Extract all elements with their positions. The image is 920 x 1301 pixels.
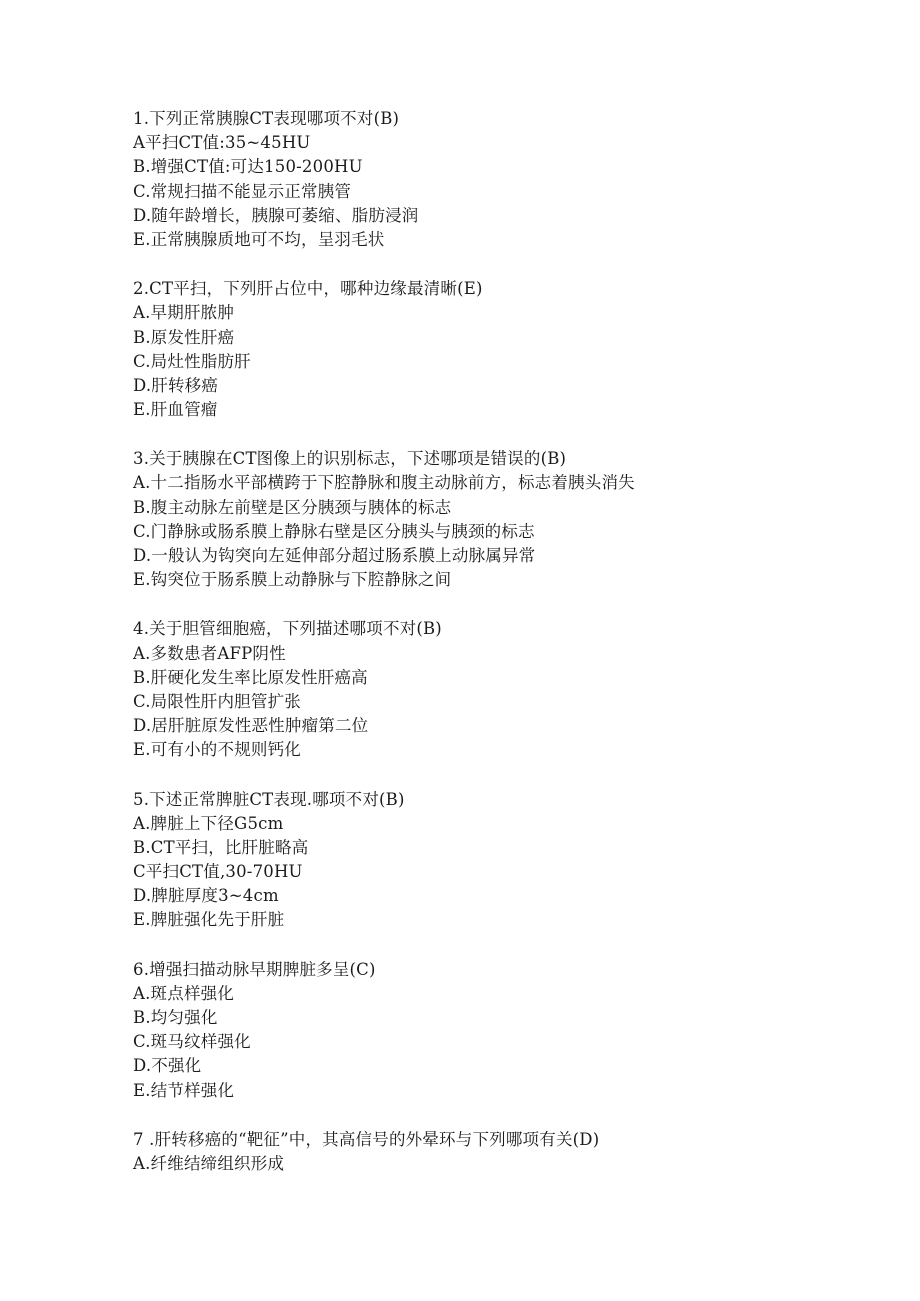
option-d: D.随年龄增长，胰腺可萎缩、脂肪浸润 bbox=[133, 205, 419, 225]
question-stem: 6.增强扫描动脉早期脾脏多呈(C) bbox=[133, 959, 376, 979]
option-list bbox=[133, 471, 893, 592]
option-e: E.可有小的不规则钙化 bbox=[133, 740, 301, 760]
option-e: E.钩突位于肠系膜上动静脉与下腔静脉之间 bbox=[133, 570, 452, 590]
question-1 bbox=[133, 107, 893, 252]
option-b: B.均匀强化 bbox=[133, 1008, 218, 1027]
question-stem: 1.下列正常胰腺CT表现哪项不对(B) bbox=[133, 109, 400, 128]
option-d: D.一般认为钩突向左延伸部分超过肠系膜上动脉属异常 bbox=[133, 546, 536, 565]
option-b: B.CT平扫，比肝脏略高 bbox=[133, 837, 309, 857]
question-list bbox=[133, 107, 893, 1201]
option-e: E.正常胰腺质地可不均，呈羽毛状 bbox=[133, 229, 385, 249]
option-e: E.肝血管瘤 bbox=[133, 400, 218, 420]
question-stem: 3.关于胰腺在CT图像上的识别标志，下述哪项是错误的(B) bbox=[133, 449, 567, 469]
option-b: B.增强CT值:可达150-200HU bbox=[133, 157, 363, 177]
question-stem: 4.关于胆管细胞癌，下列描述哪项不对(B) bbox=[133, 619, 442, 639]
option-list bbox=[133, 642, 893, 763]
option-list bbox=[133, 982, 893, 1103]
option-c: C平扫CT值,30-70HU bbox=[133, 862, 303, 882]
option-c: C.局灶性脂肪肝 bbox=[133, 351, 251, 371]
option-d: D.脾脏厚度3~4cm bbox=[133, 886, 279, 906]
option-a: A.纤维结缔组织形成 bbox=[133, 1153, 285, 1173]
option-a: A.十二指肠水平部横跨于下腔静脉和腹主动脉前方，标志着胰头消失 bbox=[133, 473, 635, 493]
option-c: C.常规扫描不能显示正常胰管 bbox=[133, 181, 352, 201]
option-a: A.早期肝脓肿 bbox=[133, 303, 235, 323]
option-list bbox=[133, 301, 893, 422]
question-2 bbox=[133, 277, 893, 422]
question-stem: 7 .肝转移癌的“靶征”中，其高信号的外晕环与下列哪项有关(D) bbox=[133, 1129, 600, 1149]
option-d: D.不强化 bbox=[133, 1056, 202, 1076]
option-list bbox=[133, 1152, 893, 1176]
option-d: D.居肝脏原发性恶性肿瘤第二位 bbox=[133, 716, 369, 736]
question-3 bbox=[133, 447, 893, 592]
option-a: A.多数患者AFP阴性 bbox=[133, 643, 286, 663]
option-a: A.斑点样强化 bbox=[133, 983, 235, 1003]
option-d: D.肝转移癌 bbox=[133, 375, 219, 395]
option-c: C.局限性肝内胆管扩张 bbox=[133, 691, 301, 711]
option-b: B.原发性肝癌 bbox=[133, 327, 235, 347]
option-a: A平扫CT值:35~45HU bbox=[133, 133, 311, 153]
option-list bbox=[133, 131, 893, 252]
question-stem: 2.CT平扫，下列肝占位中，哪种边缘最清晰(E) bbox=[133, 279, 483, 299]
option-a: A.脾脏上下径G5cm bbox=[133, 813, 284, 833]
question-4 bbox=[133, 617, 893, 762]
option-list bbox=[133, 812, 893, 933]
question-5 bbox=[133, 788, 893, 933]
option-c: C.门静脉或肠系膜上静脉右壁是区分胰头与胰颈的标志 bbox=[133, 521, 535, 541]
option-e: E.结节样强化 bbox=[133, 1080, 235, 1100]
question-6 bbox=[133, 958, 893, 1103]
option-b: B.肝硬化发生率比原发性肝癌高 bbox=[133, 667, 368, 687]
option-c: C.斑马纹样强化 bbox=[133, 1032, 251, 1052]
question-7 bbox=[133, 1128, 893, 1176]
question-stem: 5.下述正常脾脏CT表现.哪项不对(B) bbox=[133, 789, 405, 809]
option-e: E.脾脏强化先于肝脏 bbox=[133, 910, 285, 930]
option-b: B.腹主动脉左前壁是区分胰颈与胰体的标志 bbox=[133, 497, 452, 517]
